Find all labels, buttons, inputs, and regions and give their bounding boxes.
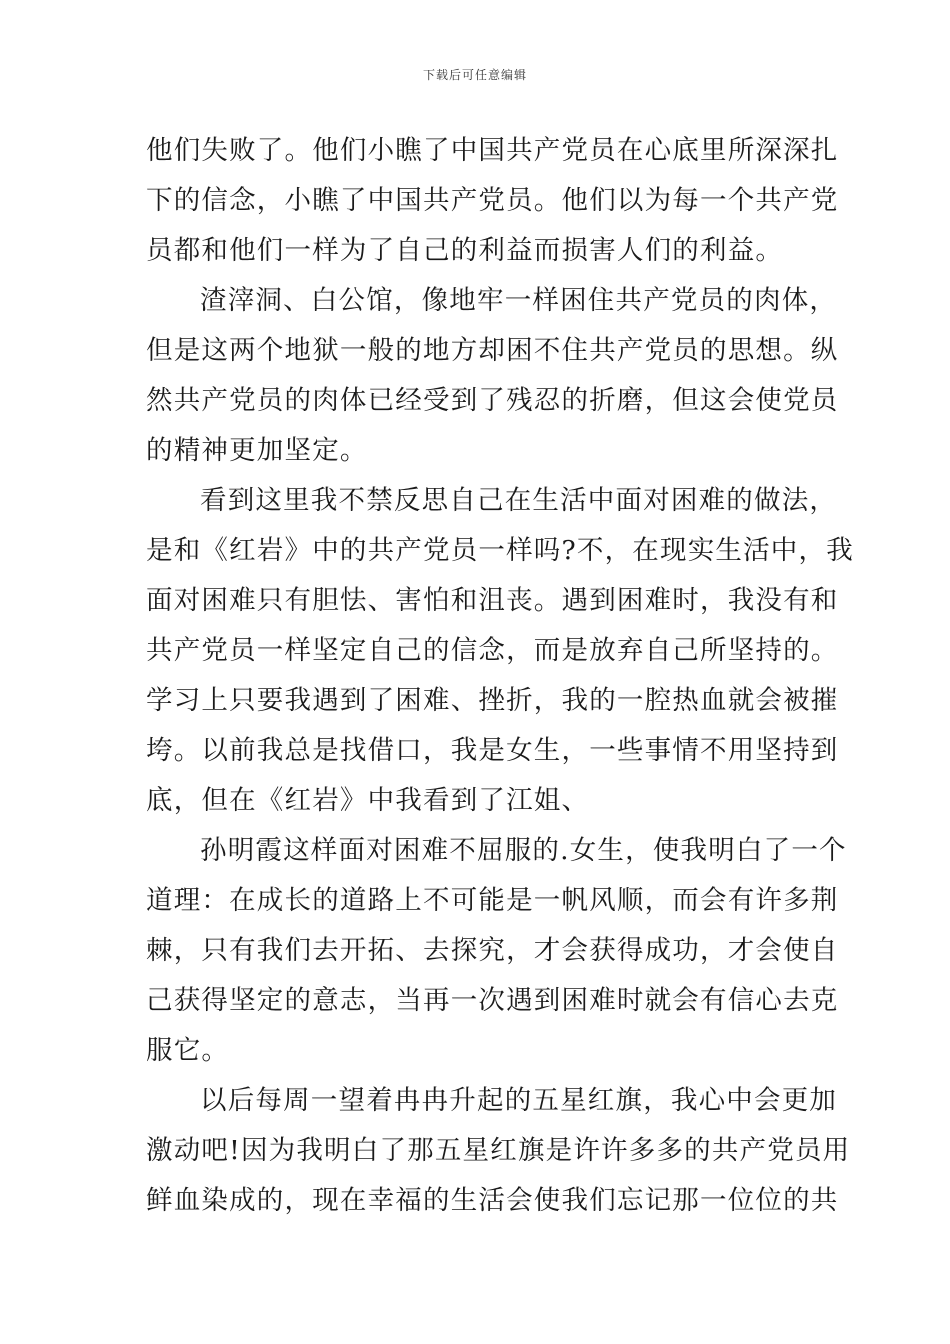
text-line: 底，但在《红岩》中我看到了江姐、 xyxy=(146,785,590,816)
paragraph-start-line: 以后每周一望着冉冉升起的五星红旗，我心中会更加 xyxy=(200,1085,838,1116)
text-line: 是和《红岩》中的共产党员一样吗?不，在现实生活中，我 xyxy=(146,535,854,566)
paragraph-start-line: 孙明霞这样面对困难不屈服的.女生，使我明白了一个 xyxy=(200,835,847,866)
text-line: 道理：在成长的道路上不可能是一帆风顺，而会有许多荆 xyxy=(146,885,839,916)
text-line: 共产党员一样坚定自己的信念，而是放弃自己所坚持的。 xyxy=(146,635,839,666)
text-line: 垮。以前我总是找借口，我是女生，一些事情不用坚持到 xyxy=(146,735,839,766)
text-line: 棘，只有我们去开拓、去探究，才会获得成功，才会使自 xyxy=(146,935,839,966)
text-line: 他们失败了。他们小瞧了中国共产党员在心底里所深深扎 xyxy=(146,135,839,166)
text-line: 员都和他们一样为了自己的利益而损害人们的利益。 xyxy=(146,235,784,266)
text-line: 激动吧!因为我明白了那五星红旗是许许多多的共产党员用 xyxy=(146,1135,851,1166)
text-line: 己获得坚定的意志，当再一次遇到困难时就会有信心去克 xyxy=(146,985,839,1016)
text-line: 鲜血染成的，现在幸福的生活会使我们忘记那一位位的共 xyxy=(146,1185,839,1216)
text-line: 下的信念，小瞧了中国共产党员。他们以为每一个共产党 xyxy=(146,185,839,216)
paragraph-start-line: 渣滓洞、白公馆，像地牢一样困住共产党员的肉体， xyxy=(200,285,838,316)
text-line: 但是这两个地狱一般的地方却困不住共产党员的思想。纵 xyxy=(146,335,839,366)
text-line: 学习上只要我遇到了困难、挫折，我的一腔热血就会被摧 xyxy=(146,685,839,716)
text-line: 然共产党员的肉体已经受到了残忍的折磨，但这会使党员 xyxy=(146,385,839,416)
text-line: 的精神更加坚定。 xyxy=(146,435,368,466)
text-line: 面对困难只有胆怯、害怕和沮丧。遇到困难时，我没有和 xyxy=(146,585,839,616)
text-line: 服它。 xyxy=(146,1035,230,1066)
paragraph-start-line: 看到这里我不禁反思自己在生活中面对困难的做法， xyxy=(200,485,838,516)
body-text xyxy=(146,126,854,1226)
page-header: 下载后可任意编辑 xyxy=(422,68,527,82)
